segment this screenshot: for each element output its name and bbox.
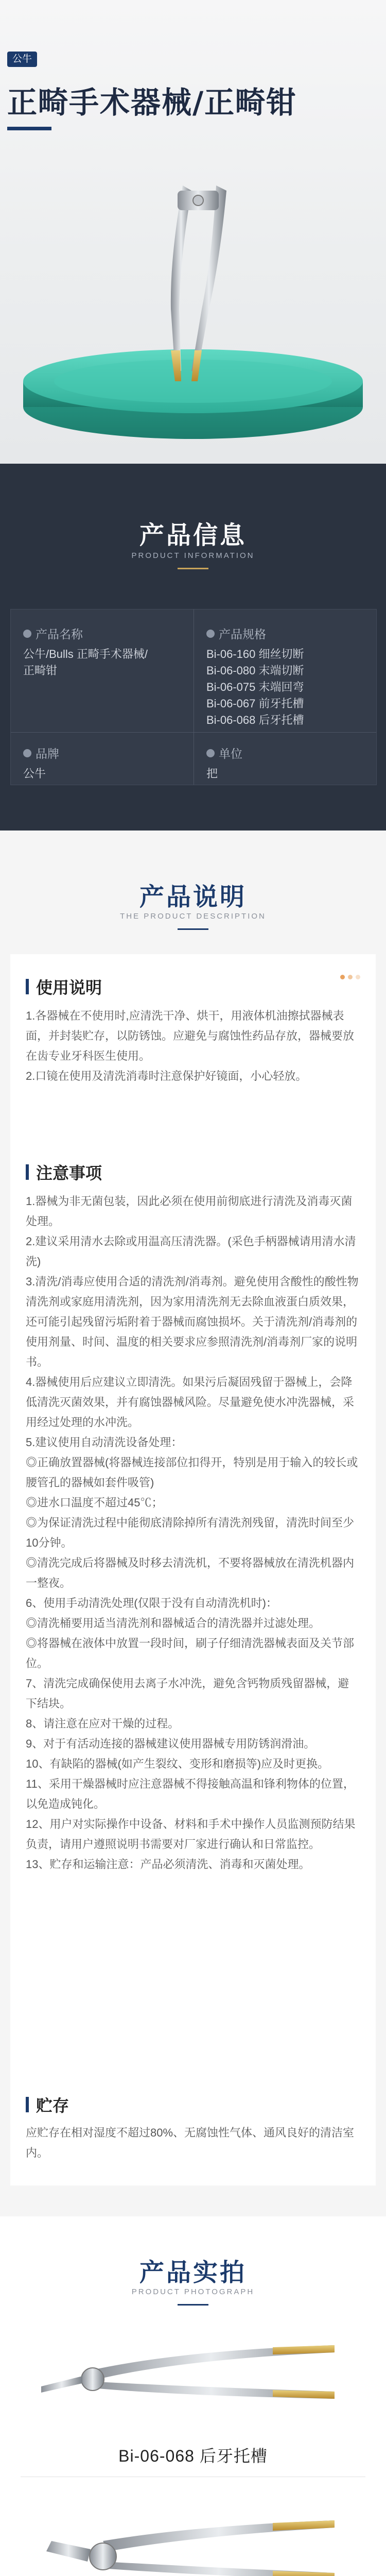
unit-cell	[206, 744, 371, 782]
photo-title: 产品实拍	[139, 2258, 247, 2287]
product-name-value: 公牛/Bulls 正畸手术器械/ 正畸钳	[23, 648, 148, 677]
product-description-section	[0, 831, 386, 2216]
photo-caption-068: Bi-06-068 后牙托槽	[118, 2447, 268, 2465]
info-bullet-icon	[206, 749, 215, 757]
info-subtitle: PRODUCT INFORMATION	[131, 551, 255, 560]
description-divider	[178, 928, 208, 930]
product-photo-160	[26, 2505, 360, 2576]
brand-cell	[23, 744, 188, 782]
product-photo-section	[0, 2216, 386, 2576]
info-bullet-icon	[23, 749, 31, 757]
title-underline	[7, 127, 51, 130]
decor-dots	[340, 975, 360, 979]
brand-tag: 公牛	[7, 52, 37, 67]
hero-product-image	[0, 155, 386, 464]
unit-value: 把	[206, 767, 218, 780]
description-title: 产品说明	[139, 883, 247, 911]
description-subtitle: THE PRODUCT DESCRIPTION	[120, 912, 266, 921]
product-name-label: 产品名称	[36, 628, 83, 641]
storage-text: 应贮存在相对湿度不超过80%、无腐蚀性气体、通风良好的清洁室内。	[26, 2126, 355, 2159]
product-name-cell	[23, 625, 188, 679]
info-divider	[178, 568, 208, 569]
description-card	[10, 954, 376, 2185]
notes-heading: 注意事项	[26, 1160, 102, 1184]
usage-heading: 使用说明	[26, 975, 102, 998]
storage-heading: 贮存	[26, 2093, 69, 2116]
info-table	[10, 609, 377, 785]
brand-value: 公牛	[23, 767, 46, 780]
usage-text: 1.各器械在不使用时,应清洗干净、烘干，用液体机油擦拭器械表面，并封装贮存，以防锈蚀。应避免与腐蚀性药品存放，器械要放在齿专业牙科医生使用。 2.口镜在使用及清洗消毒时注意保护好镜面，小心轻放。	[26, 1009, 355, 1082]
info-title: 产品信息	[139, 521, 247, 550]
notes-text: 1.器械为非无菌包装，因此必须在使用前彻底进行清洗及消毒灭菌处理。 2.建议采用清水去除或用温高压清洗器。(采色手柄器械请用清水清洗) 3.清洗/消毒应使用合适的清洗剂/消毒剂。避免使用含酸性的酸性物清洗剂或家庭用清洗剂，因为家用清洗剂无去除血液蛋白质效果，还可能引起残留污垢附着于器械而腐蚀损坏。关于清洗剂/消毒剂的使用剂量、时间、温度的相关要求应参照清洗剂/消毒剂厂家的说明书。 4.器械使用后应建议立即清洗。如果污后凝固残留于器械上，会降低清洗灭菌效果，并有腐蚀器械风险。尽量避免使水冲洗器械，采用经过处理的水冲洗。 5.建议使用自动清洗设备处理： ◎正确放置器械(将器械连接部位扣得开，特别是用于输入的较长或腰管孔的器械如套件吸管) ◎进水口温度不超过45℃； ◎为保证清洗过程中能彻底清除掉所有清洗剂残留，清洗时间至少10分钟。 ◎清洗完成后将器械及时移去清洗机，不要将器械放在清洗机器内一整夜。 6、使用手动清洗处理(仅限于没有自动清洗机时)： ◎清洗桶要用适当清洗剂和器械适合的清洗器并过滤处理。 ◎将器械在液体中放置一段时间，刷子仔细清洗器械表面及关节部位。 7、清洗完成确保使用去离子水冲洗，避免含钙物质残留器械，避下结块。 8、请注意在应对干燥的过程。 9、对于有活动连接的器械建议使用器械专用防锈润滑油。 10、有缺陷的器械(如产生裂纹、变形和磨损等)应及时更换。 11、采用干燥器械时应注意器械不得接触高温和锋利物体的位置，以免造成钝化。 12、用户对实际操作中设备、材料和手术中操作人员监测预防结果负责，请用户遵照说明书需要对厂家进行确认和日常监控。 13、贮存和运输注意：产品必须清洗、消毒和灭菌处理。	[26, 1195, 359, 1871]
info-bullet-icon	[206, 630, 215, 638]
brand-label: 品牌	[36, 747, 59, 760]
product-info-section	[0, 464, 386, 831]
unit-label: 单位	[219, 747, 242, 760]
page-title: 正畸手术器械/正畸钳	[7, 85, 297, 120]
photo-divider	[178, 2304, 208, 2306]
product-photo-068	[26, 2330, 360, 2428]
hero-banner	[0, 0, 386, 464]
info-bullet-icon	[23, 630, 31, 638]
photo-subtitle: PRODUCT PHOTOGRAPH	[131, 2287, 255, 2296]
product-model-label: 产品规格	[219, 628, 266, 641]
product-model-value: Bi-06-160 细丝切断 Bi-06-080 末端切断 Bi-06-075 末端回弯 Bi-06-067 前牙托槽 Bi-06-068 后牙托槽	[206, 648, 304, 726]
product-model-cell	[206, 625, 371, 728]
